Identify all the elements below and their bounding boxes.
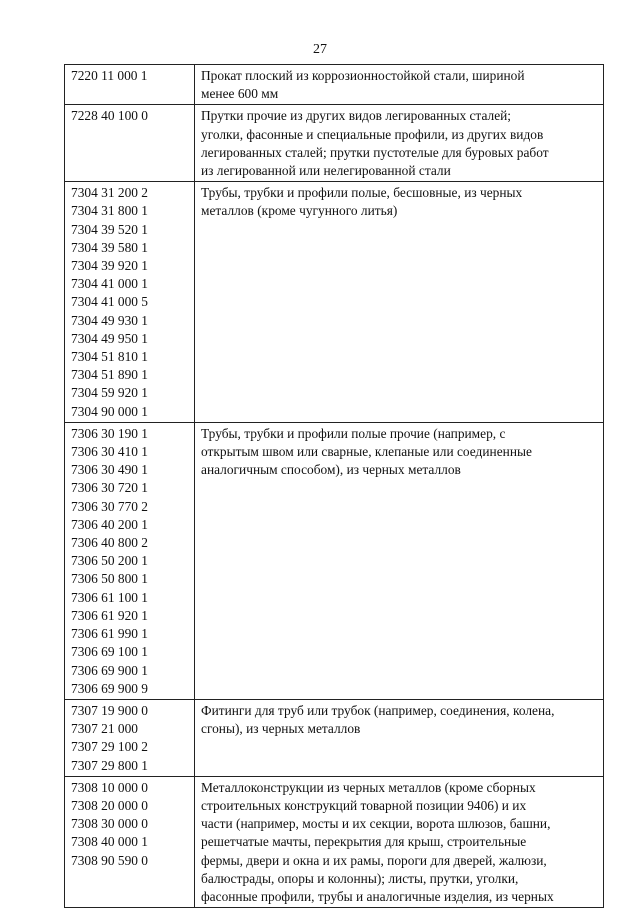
tn-ved-code: 7306 40 800 2 [71, 535, 148, 551]
description-cell [195, 65, 604, 105]
goods-description: Трубы, трубки и профили полые, бесшовные, из черных металлов (кроме чугунного литья) [201, 185, 523, 219]
tn-ved-code: 7306 40 200 1 [71, 516, 148, 532]
code-cell [65, 422, 195, 699]
tn-ved-code: 7307 29 100 2 [71, 739, 148, 755]
tn-ved-code: 7306 69 900 9 [71, 680, 148, 696]
tn-ved-code: 7307 29 800 1 [71, 757, 148, 773]
tn-ved-code: 7308 30 000 0 [71, 816, 148, 832]
description-cell [195, 776, 604, 907]
tn-ved-code: 7306 69 100 1 [71, 644, 148, 660]
goods-description: Трубы, трубки и профили полые прочие (например, с открытым швом или сварные, клепаные или соединенные аналогичным способом), из черных металлов [201, 425, 532, 478]
tn-ved-code: 7308 10 000 0 [71, 779, 148, 795]
tn-ved-code: 7306 50 800 1 [71, 571, 148, 587]
description-cell [195, 182, 604, 423]
code-cell [65, 182, 195, 423]
tn-ved-code: 7304 39 920 1 [71, 258, 148, 274]
tn-ved-code: 7228 40 100 0 [71, 108, 148, 124]
tn-ved-code: 7304 31 200 2 [71, 185, 148, 201]
tn-ved-code: 7304 39 580 1 [71, 239, 148, 255]
description-cell [195, 422, 604, 699]
table-row [65, 182, 604, 423]
tn-ved-code: 7304 39 520 1 [71, 221, 148, 237]
description-cell [195, 105, 604, 182]
goods-description: Прокат плоский из коррозионностойкой стали, шириной менее 600 мм [201, 68, 525, 102]
goods-description: Металлоконструкции из черных металлов (кроме сборных строительных конструкций товарной позиции 9406) и их части (например, мосты и их секции, ворота шлюзов, башни, решетчатые мачты, перекрытия для крыш, строительные фермы, двери и окна и их рамы, пороги для дверей, жалюзи, балюстрады, опоры и колонны); листы, прутки, уголки, фасонные профили, трубы и аналогичные изделия, из черных [201, 779, 554, 904]
page-number: 27 [313, 42, 327, 57]
tn-ved-code: 7304 41 000 1 [71, 276, 148, 292]
code-cell [65, 105, 195, 182]
code-cell [65, 699, 195, 776]
tn-ved-code: 7308 90 590 0 [71, 852, 148, 868]
tn-ved-code: 7306 61 100 1 [71, 589, 148, 605]
tn-ved-code: 7306 30 190 1 [71, 425, 148, 441]
tn-ved-code: 7306 61 920 1 [71, 607, 148, 623]
goods-description: Прутки прочие из других видов легированных сталей; уголки, фасонные и специальные профили, из других видов легированных сталей; прутки пустотелые для буровых работ из легированной или нелегированной стали [201, 108, 549, 179]
goods-description: Фитинги для труб или трубок (например, соединения, колена, сгоны), из черных металлов [201, 702, 555, 737]
tn-ved-code: 7304 49 930 1 [71, 312, 148, 328]
tn-ved-code: 7306 30 770 2 [71, 498, 148, 514]
tn-ved-code: 7306 30 490 1 [71, 462, 148, 478]
tn-ved-code: 7220 11 000 1 [71, 68, 148, 83]
tn-ved-code: 7304 31 800 1 [71, 203, 148, 219]
code-cell [65, 65, 195, 105]
tn-ved-code: 7304 51 810 1 [71, 349, 148, 365]
tn-ved-code: 7306 69 900 1 [71, 662, 148, 678]
tn-ved-code: 7306 50 200 1 [71, 553, 148, 569]
table-body [65, 65, 604, 908]
table-row [65, 699, 604, 776]
tn-ved-code: 7306 30 720 1 [71, 480, 148, 496]
tn-ved-code: 7304 51 890 1 [71, 367, 148, 383]
table-row [65, 776, 604, 907]
tn-ved-code: 7304 41 000 5 [71, 294, 148, 310]
table-row [65, 65, 604, 105]
tn-ved-code: 7304 90 000 1 [71, 403, 148, 419]
tn-ved-code: 7307 21 000 [71, 721, 138, 737]
table-row [65, 105, 604, 182]
code-cell [65, 776, 195, 907]
tn-ved-code: 7304 49 950 1 [71, 330, 148, 346]
tn-ved-code: 7306 61 990 1 [71, 626, 148, 642]
table-row [65, 422, 604, 699]
tariff-codes-table [64, 64, 604, 908]
tn-ved-code: 7308 20 000 0 [71, 797, 148, 813]
tn-ved-code: 7304 59 920 1 [71, 385, 148, 401]
tn-ved-code: 7307 19 900 0 [71, 702, 148, 718]
tn-ved-code: 7308 40 000 1 [71, 834, 148, 850]
description-cell [195, 699, 604, 776]
tn-ved-code: 7306 30 410 1 [71, 444, 148, 460]
